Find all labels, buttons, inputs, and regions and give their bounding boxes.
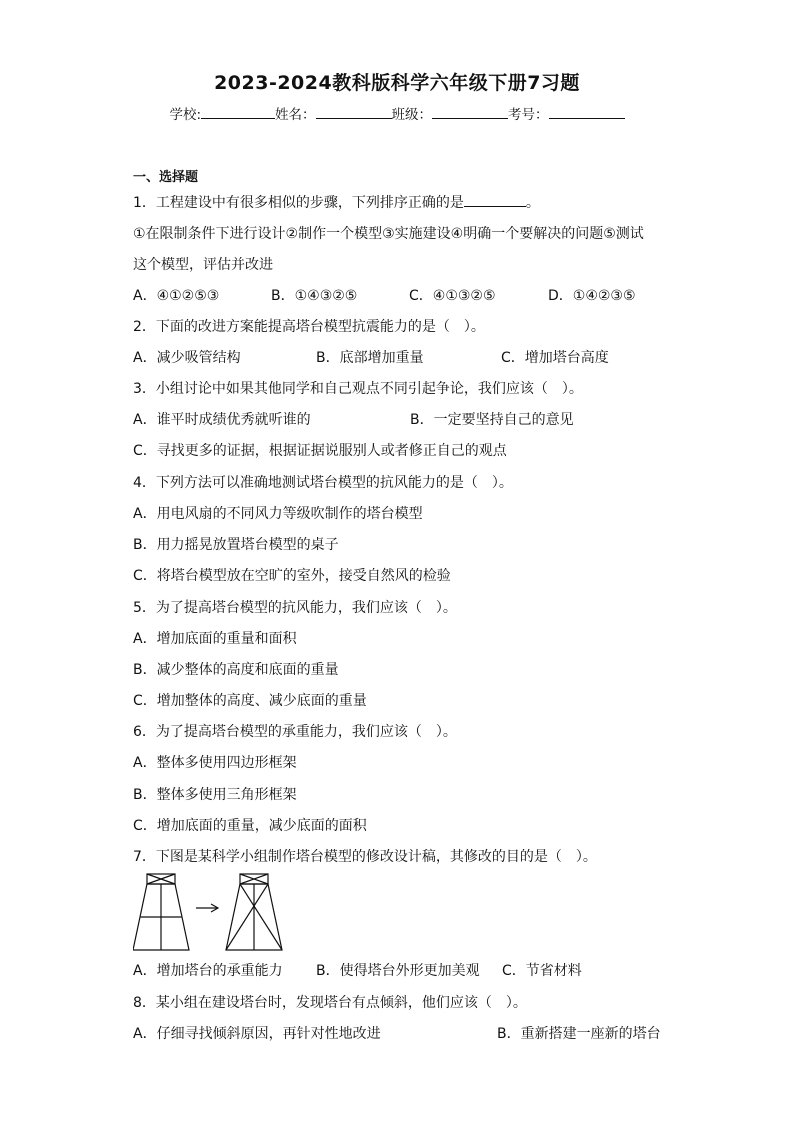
question-5-stem: 5．为了提高塔台模型的抗风能力，我们应该（ ）。 xyxy=(133,600,457,616)
name-label: 姓名： xyxy=(275,107,316,123)
original-tower-drawing xyxy=(133,874,189,950)
question-1-stem-line-2: ①在限制条件下进行设计②制作一个模型③实施建设④明确一个要解决的问题⑤测试 xyxy=(133,226,644,242)
question-8-option-a[interactable]: A．仔细寻找倾斜原因，再针对性地改进 xyxy=(133,1026,381,1042)
question-6-option-b[interactable]: B．整体多使用三角形框架 xyxy=(133,787,297,803)
school-blank[interactable] xyxy=(201,104,275,119)
question-2-option-b[interactable]: B．底部增加重量 xyxy=(316,350,424,366)
question-2-stem: 2．下面的改进方案能提高塔台模型抗震能力的是（ ）。 xyxy=(133,319,485,335)
question-2-option-c[interactable]: C．增加塔台高度 xyxy=(501,350,609,366)
arrow-icon xyxy=(196,904,218,912)
tower-diagram xyxy=(133,872,333,956)
question-4-option-b[interactable]: B．用力摇晃放置塔台模型的桌子 xyxy=(133,537,339,553)
question-1-tail: 。 xyxy=(525,195,540,211)
question-1-text: 1．工程建设中有很多相似的步骤，下列排序正确的是 xyxy=(133,195,464,211)
question-5-option-a[interactable]: A．增加底面的重量和面积 xyxy=(133,631,297,647)
question-2-option-a[interactable]: A．减少吸管结构 xyxy=(133,350,241,366)
question-4-stem: 4．下列方法可以准确地测试塔台模型的抗风能力的是（ ）。 xyxy=(133,475,513,491)
question-8-option-b[interactable]: B．重新搭建一座新的塔台 xyxy=(497,1026,661,1042)
school-label: 学校: xyxy=(169,107,202,123)
question-4-option-a[interactable]: A．用电风扇的不同风力等级吹制作的塔台模型 xyxy=(133,506,423,522)
question-7-option-b[interactable]: B．使得塔台外形更加美观 xyxy=(316,963,480,979)
question-1-option-c[interactable]: C．④①③②⑤ xyxy=(409,288,496,304)
answer-blank[interactable] xyxy=(464,192,526,207)
question-5-option-c[interactable]: C．增加整体的高度、减少底面的重量 xyxy=(133,693,367,709)
question-7-option-c[interactable]: C．节省材料 xyxy=(502,963,582,979)
question-3-option-b[interactable]: B．一定要坚持自己的意见 xyxy=(410,412,574,428)
class-blank[interactable] xyxy=(432,104,508,119)
name-blank[interactable] xyxy=(316,104,392,119)
student-info-line xyxy=(0,103,794,123)
question-7-option-a[interactable]: A．增加塔台的承重能力 xyxy=(133,963,283,979)
question-6-option-a[interactable]: A．整体多使用四边形框架 xyxy=(133,755,297,771)
question-1-stem xyxy=(133,192,540,212)
exam-number-blank[interactable] xyxy=(549,104,625,119)
question-5-option-b[interactable]: B．减少整体的高度和底面的重量 xyxy=(133,662,339,678)
question-1-option-b[interactable]: B．①④③②⑤ xyxy=(271,288,358,304)
question-6-option-c[interactable]: C．增加底面的重量，减少底面的面积 xyxy=(133,818,367,834)
question-7-stem: 7．下图是某科学小组制作塔台模型的修改设计稿，其修改的目的是（ ）。 xyxy=(133,849,597,865)
tower-redesign-figure xyxy=(133,872,333,960)
exam-number-label: 考号： xyxy=(508,107,549,123)
class-label: 班级： xyxy=(391,107,433,123)
question-1-option-d[interactable]: D．①④②③⑤ xyxy=(548,288,636,304)
question-3-stem: 3．小组讨论中如果其他同学和自己观点不同引起争论，我们应该（ ）。 xyxy=(133,381,583,397)
question-8-stem: 8．某小组在建设塔台时，发现塔台有点倾斜，他们应该（ ）。 xyxy=(133,995,527,1011)
page-title: 2023-2024教科版科学六年级下册7习题 xyxy=(214,72,580,94)
question-1-option-a[interactable]: A．④①②⑤③ xyxy=(133,288,220,304)
section-heading: 一、选择题 xyxy=(133,170,199,185)
question-4-option-c[interactable]: C．将塔台模型放在空旷的室外，接受自然风的检验 xyxy=(133,568,451,584)
redesigned-tower-drawing xyxy=(226,874,282,950)
question-3-option-c[interactable]: C．寻找更多的证据，根据证据说服别人或者修正自己的观点 xyxy=(133,443,507,459)
question-3-option-a[interactable]: A．谁平时成绩优秀就听谁的 xyxy=(133,412,311,428)
question-1-stem-line-3: 这个模型，评估并改进 xyxy=(133,257,273,273)
question-6-stem: 6．为了提高塔台模型的承重能力，我们应该（ ）。 xyxy=(133,724,457,740)
